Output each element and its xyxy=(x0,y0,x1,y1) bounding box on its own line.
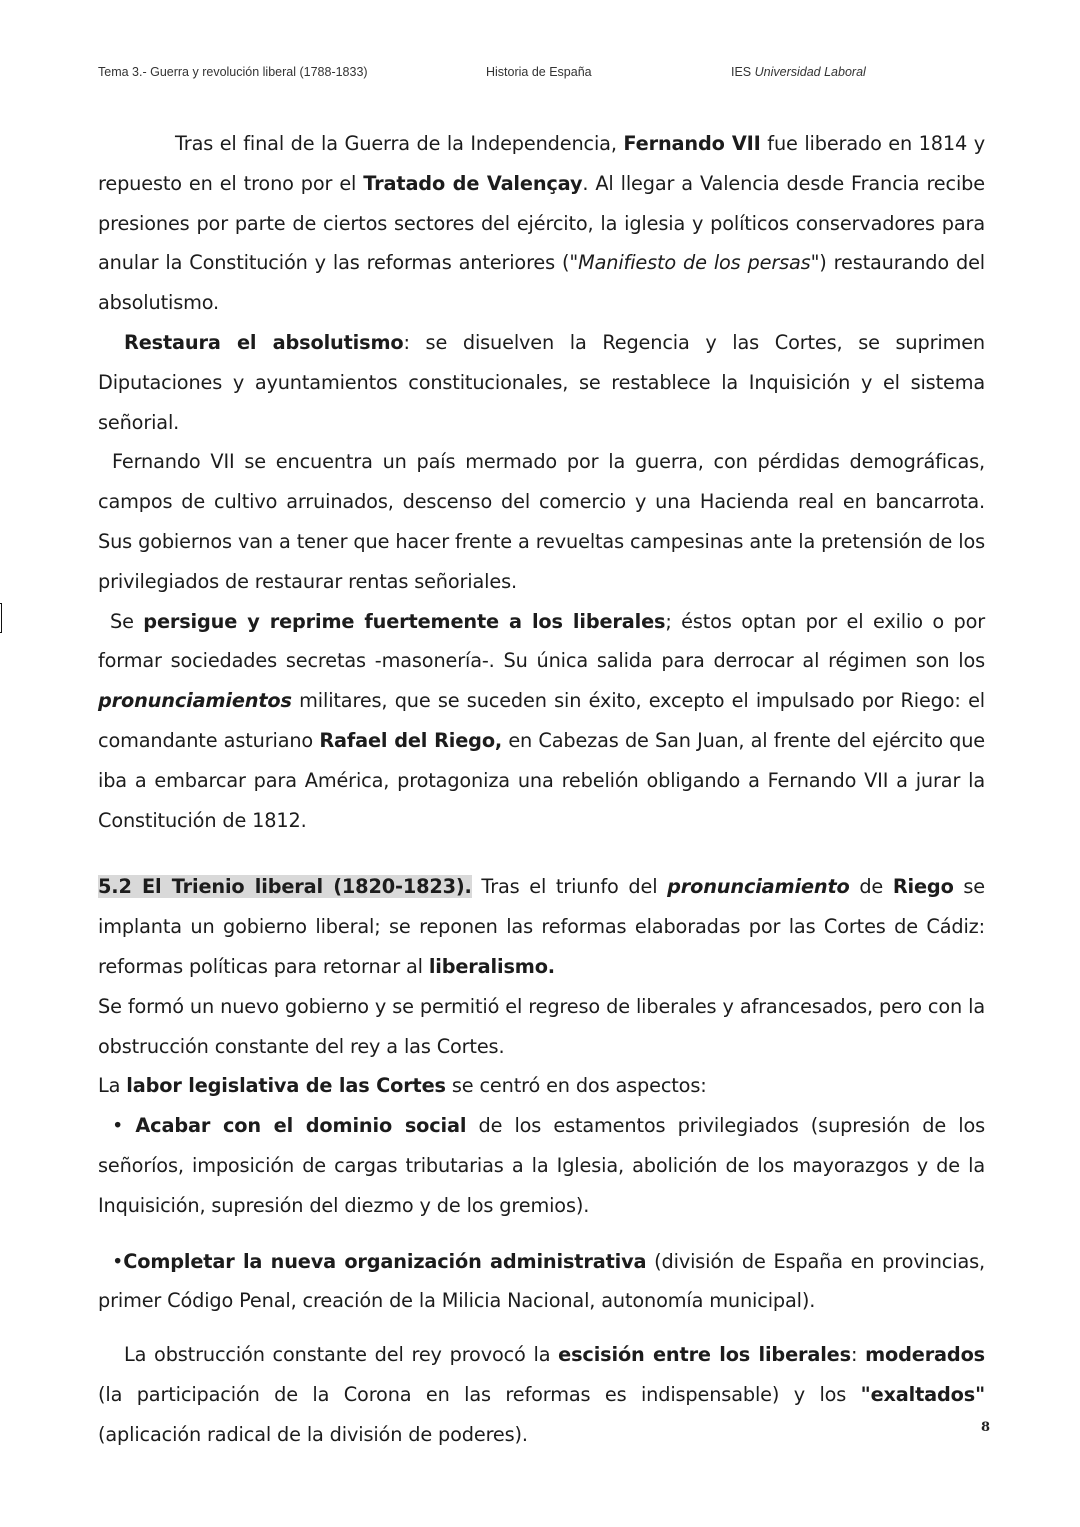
header-left-text: Tema 3.- Guerra y revolución liberal (1788-1833) xyxy=(98,65,368,79)
p1-italic-manifiesto: Manifiesto de los persas xyxy=(578,251,811,275)
p2-text-b: : se disuelven la Regencia y las Cortes, se suprimen Diputaciones y ayuntamientos constitucionales, se restablece la Inquisición y el sistema señorial. xyxy=(98,330,985,434)
bullet-icon: • xyxy=(112,1249,124,1273)
p8-text-g: (aplicación radical de la división de poderes). xyxy=(98,1422,528,1446)
p8-text-e: (la participación de la Corona en las reformas es indispensable) y los xyxy=(98,1382,861,1406)
p2-bold-restaura: Restaura el absolutismo xyxy=(124,330,404,354)
p3-text: Fernando VII se encuentra un país mermado por la guerra, con pérdidas demográficas, campos de cultivo arruinados, descenso del comercio y una Hacienda real en bancarrota. Sus gobiernos van a tener que hacer frente a revueltas campesinas ante la pretensión de los privilegiados de restaurar rentas señoriales. xyxy=(98,450,985,593)
bullet-item-1 xyxy=(98,1106,985,1225)
bullet2-text: (división de España en provincias, primer Código Penal, creación de la Milicia Nacional, autonomía municipal). xyxy=(98,1249,985,1313)
p8-text-c: : xyxy=(850,1343,866,1367)
p5-bold-liberalismo: liberalismo. xyxy=(428,954,555,978)
paragraph-1 xyxy=(98,124,985,323)
paragraph-4 xyxy=(98,602,985,841)
p8-bold-exaltados: "exaltados" xyxy=(860,1382,985,1406)
document-body xyxy=(98,124,985,1455)
p4-text-c: ; éstos optan por el exilio o por formar sociedades secretas -masonería-. Su única salida para derrocar al régimen son los xyxy=(98,609,985,673)
p1-bold-fernando: Fernando VII xyxy=(623,132,761,155)
p5-bold-riego: Riego xyxy=(892,875,954,899)
bullet-item-2 xyxy=(98,1242,985,1322)
p8-bold-moderados: moderados xyxy=(865,1343,985,1367)
section-heading-trienio: 5.2 El Trienio liberal (1820-1823). xyxy=(98,875,472,899)
p5-text-a: Tras el triunfo del xyxy=(471,875,668,899)
p5-bold-italic-pronunciamiento: pronunciamiento xyxy=(667,875,850,899)
header-center-text: Historia de España xyxy=(486,65,592,79)
p5-text-e: se implanta un gobierno liberal; se reponen las reformas elaboradas por las Cortes de Cádiz: reformas políticas para retornar al xyxy=(98,875,985,978)
bullet2-bold: Completar la nueva organización administrativa xyxy=(123,1249,647,1273)
bullet-icon: • xyxy=(112,1114,124,1138)
p4-text-g: en Cabezas de San Juan, al frente del ejército que iba a embarcar para América, protagoniza una rebelión obligando a Fernando VII a jurar la Constitución de 1812. xyxy=(98,728,985,832)
spacer xyxy=(98,1226,985,1242)
p8-text-a: La obstrucción constante del rey provocó la xyxy=(124,1343,559,1367)
p4-bold-persigue: persigue y reprime fuertemente a los liberales xyxy=(143,609,666,633)
p4-bold-riego: Rafael del Riego, xyxy=(319,728,503,752)
p1-bold-valencay: Tratado de Valençay xyxy=(363,171,583,195)
paragraph-6 xyxy=(98,987,985,1067)
margin-bracket-mark xyxy=(0,603,2,633)
p6-text: Se formó un nuevo gobierno y se permitió el regreso de liberales y afrancesados, pero con la obstrucción constante del rey a las Cortes. xyxy=(98,994,985,1058)
p4-bold-italic-pronunciamientos: pronunciamientos xyxy=(98,689,292,713)
page-header xyxy=(98,65,988,83)
bullet1-text: de los estamentos privilegiados (supresión de los señoríos, imposición de cargas tributarias a la Iglesia, abolición de los mayorazgos y de la Inquisición, supresión del diezmo y de los gremios). xyxy=(98,1114,986,1217)
header-right-italic: Universidad Laboral xyxy=(754,65,866,79)
spacer xyxy=(98,840,985,867)
paragraph-7 xyxy=(98,1066,985,1106)
p7-text-a: La xyxy=(98,1074,127,1098)
p1-text-g: ") restaurando del absolutismo. xyxy=(98,251,985,315)
p8-bold-escision: escisión entre los liberales xyxy=(558,1343,851,1367)
paragraph-3 xyxy=(98,442,985,601)
bullet1-bold: Acabar con el dominio social xyxy=(135,1114,467,1138)
p7-text-c: se centró en dos aspectos: xyxy=(445,1074,707,1098)
page-number: 8 xyxy=(980,1420,990,1435)
p5-text-c: de xyxy=(849,875,893,899)
spacer xyxy=(98,1321,985,1335)
p4-text-e: militares, que se suceden sin éxito, excepto el impulsado por Riego: el comandante asturiano xyxy=(98,689,985,752)
p1-text-e: . Al llegar a Valencia desde Francia recibe presiones por parte de ciertos sectores del ejército, la iglesia y políticos conservadores para anular la Constitución y las reformas anteriores (" xyxy=(98,171,985,275)
p7-bold-labor: labor legislativa de las Cortes xyxy=(126,1074,446,1098)
paragraph-trienio xyxy=(98,867,985,986)
header-right-prefix: IES xyxy=(731,65,755,79)
p4-text-a: Se xyxy=(110,609,144,633)
p1-text-c: fue liberado en 1814 y repuesto en el trono por el xyxy=(98,132,986,195)
paragraph-8 xyxy=(98,1335,985,1454)
header-right-text xyxy=(731,65,866,79)
p1-text-a: Tras el final de la Guerra de la Independencia, xyxy=(175,132,624,155)
paragraph-2 xyxy=(98,323,985,442)
